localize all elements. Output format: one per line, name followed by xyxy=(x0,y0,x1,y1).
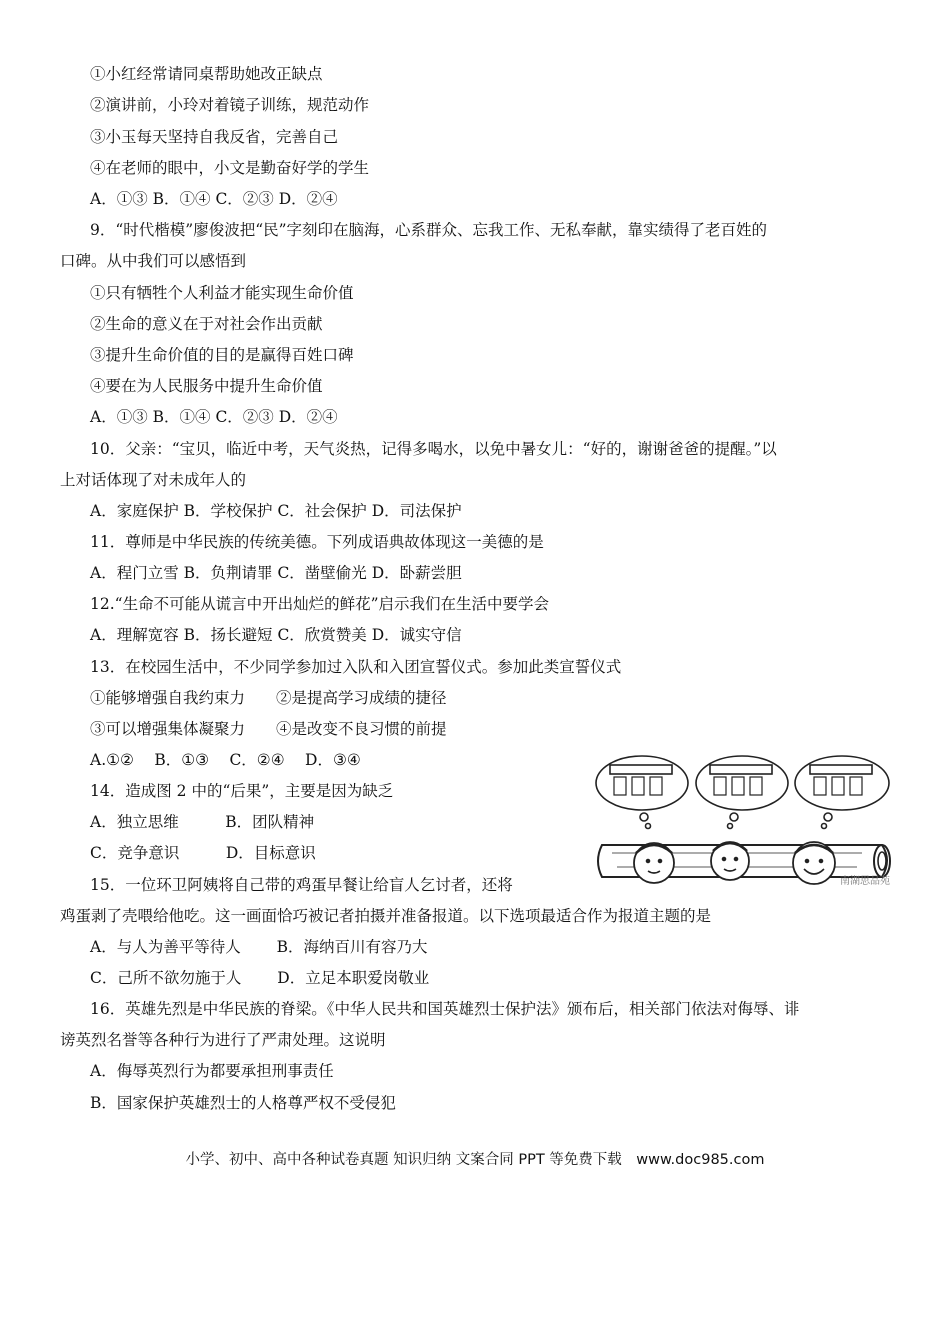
answer-choices: A．程门立雪 B．负荆请罪 C．凿壁偷光 D．卧薪尝胆 xyxy=(90,564,462,582)
question-13-stem: 13．在校园生活中，不少同学参加过入队和入团宣誓仪式。参加此类宣誓仪式 xyxy=(90,658,622,676)
question-10-stem: 10．父亲：“宝贝，临近中考，天气炎热，记得多喝水，以免中暑女儿：“好的，谢谢爸爸的提醒。”以 xyxy=(90,440,777,458)
question-15-stem: 15．一位环卫阿姨将自己带的鸡蛋早餐让给盲人乞讨者，还将 xyxy=(90,876,513,894)
page-footer: 小学、初中、高中各种试卷真题 知识归纳 文案合同 PPT 等免费下载 www.doc985.com xyxy=(185,1152,765,1168)
option-statement: ②生命的意义在于对社会作出贡献 xyxy=(90,315,323,333)
cartoon-illustration xyxy=(592,753,894,890)
option-statement: ①只有牺牲个人利益才能实现生命价值 xyxy=(90,284,354,302)
question-15-stem-cont: 鸡蛋剥了壳喂给他吃。这一画面恰巧被记者拍摄并准备报道。以下选项最适合作为报道主题的是 xyxy=(60,907,712,925)
answer-choices: A．理解宽容 B．扬长避短 C．欣赏赞美 D．诚实守信 xyxy=(90,626,462,644)
question-16-stem: 16．英雄先烈是中华民族的脊梁。《中华人民共和国英雄烈士保护法》颁布后，相关部门依法对侮辱、诽 xyxy=(90,1000,800,1018)
option-statement: ③可以增强集体凝聚力 ④是改变不良习惯的前提 xyxy=(90,720,447,738)
answer-choices: A．独立思维 B．团队精神 xyxy=(90,813,315,831)
question-10-stem-cont: 上对话体现了对未成年人的 xyxy=(60,471,247,489)
option-statement: ③小玉每天坚持自我反省，完善自己 xyxy=(90,128,339,146)
figure-watermark: 南湖思品苑 xyxy=(840,876,890,887)
option-statement: ③提升生命价值的目的是赢得百姓口碑 xyxy=(90,346,354,364)
option-statement: ①小红经常请同桌帮助她改正缺点 xyxy=(90,65,323,83)
answer-choices: A．①③ B．①④ C．②③ D．②④ xyxy=(90,408,338,426)
question-16-stem-cont: 谤英烈名誉等各种行为进行了严肃处理。这说明 xyxy=(60,1031,386,1049)
answer-choices: A．①③ B．①④ C．②③ D．②④ xyxy=(90,190,338,208)
answer-choices: A.①② B．①③ C．②④ D．③④ xyxy=(90,751,361,769)
answer-choices: C．竞争意识 D．目标意识 xyxy=(90,844,316,862)
option-statement: ④在老师的眼中，小文是勤奋好学的学生 xyxy=(90,159,370,177)
question-9-stem-cont: 口碑。从中我们可以感悟到 xyxy=(60,252,247,270)
answer-choices: A．与人为善平等待人 B．海纳百川有容乃大 xyxy=(90,938,428,956)
question-9-stem: 9．“时代楷模”廖俊波把“民”字刻印在脑海，心系群众、忘我工作、无私奉献，靠实绩得了老百姓的 xyxy=(90,221,768,239)
question-12-stem: 12.“生命不可能从谎言中开出灿烂的鲜花”启示我们在生活中要学会 xyxy=(90,595,550,613)
option-statement: ④要在为人民服务中提升生命价值 xyxy=(90,377,323,395)
option-statement: ①能够增强自我约束力 ②是提高学习成绩的捷径 xyxy=(90,689,447,707)
answer-choice-a: A．侮辱英烈行为都要承担刑事责任 xyxy=(90,1062,334,1080)
answer-choices: A．家庭保护 B．学校保护 C．社会保护 D．司法保护 xyxy=(90,502,462,520)
option-statement: ②演讲前，小玲对着镜子训练，规范动作 xyxy=(90,96,370,114)
answer-choice-b: B．国家保护英雄烈士的人格尊严权不受侵犯 xyxy=(90,1094,396,1112)
answer-choices: C．己所不欲勿施于人 D．立足本职爱岗敬业 xyxy=(90,969,430,987)
question-11-stem: 11．尊师是中华民族的传统美德。下列成语典故体现这一美德的是 xyxy=(90,533,544,551)
question-14-stem: 14．造成图 2 中的“后果”，主要是因为缺乏 xyxy=(90,782,394,800)
